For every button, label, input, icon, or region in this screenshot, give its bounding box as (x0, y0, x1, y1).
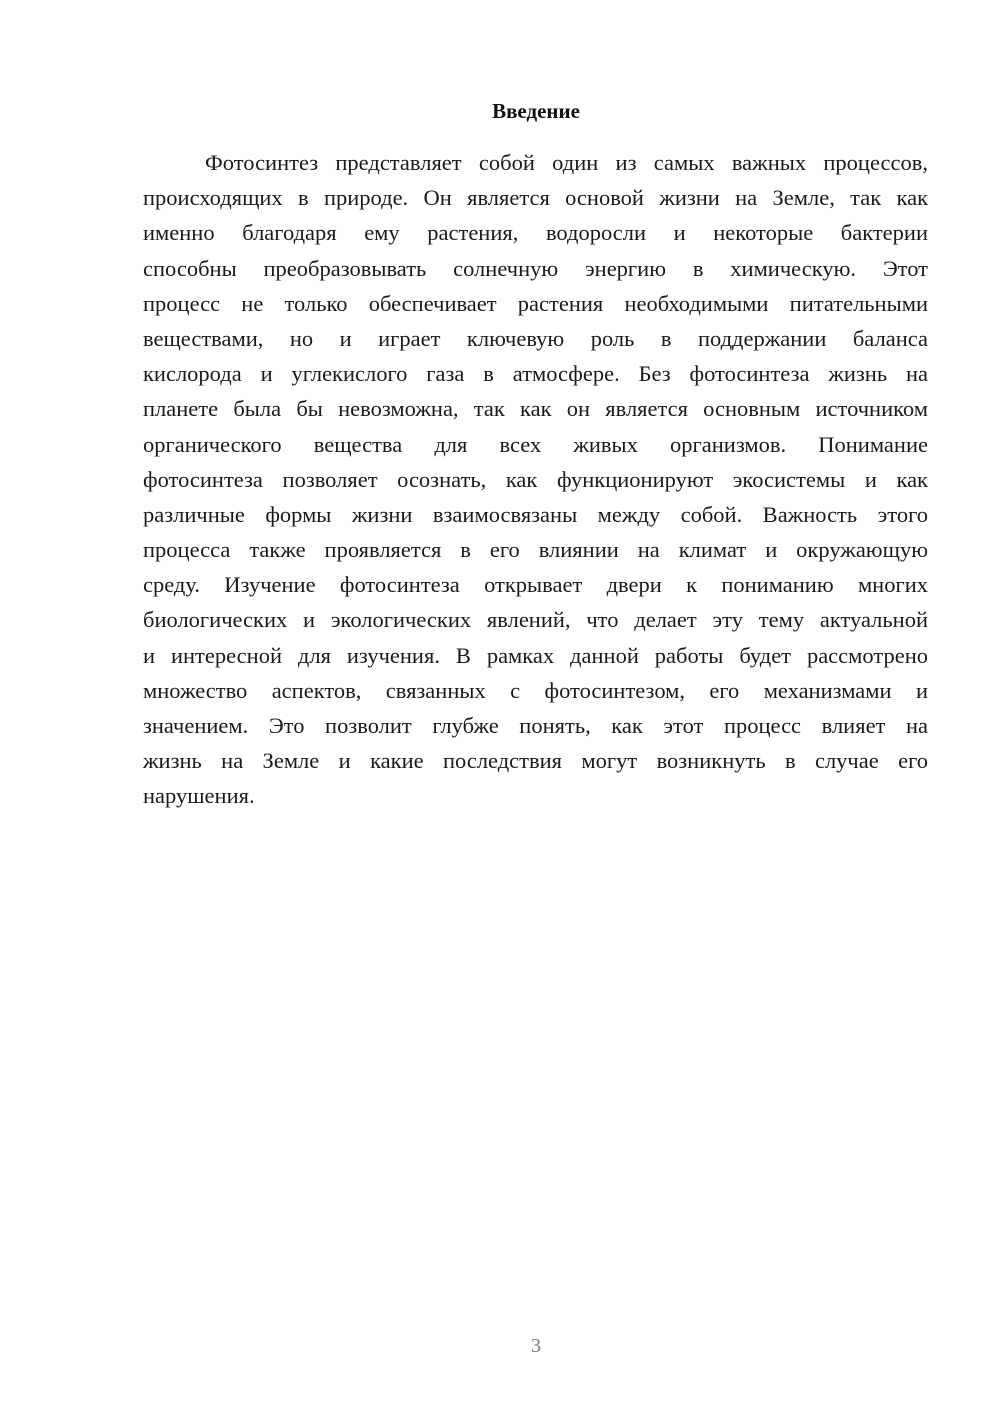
paragraph-line: различные формы жизни взаимосвязаны между собой. Важность этого (143, 501, 928, 527)
paragraph-line: планете была бы невозможна, так как он является основным источником (143, 396, 928, 422)
paragraph-line: органического вещества для всех живых организмов. Понимание (143, 431, 928, 457)
paragraph-line: значением. Это позволит глубже понять, как этот процесс влияет на (143, 713, 928, 738)
section-heading: Введение (492, 99, 580, 123)
paragraph-line: процесс не только обеспечивает растения необходимыми питательными (143, 290, 928, 316)
paragraph-line: веществами, но и играет ключевую роль в поддержании баланса (143, 325, 928, 351)
intro-paragraph (143, 145, 928, 814)
paragraph-line: и интересной для изучения. В рамках данной работы будет рассмотрено (143, 642, 928, 668)
paragraph-line: среду. Изучение фотосинтеза открывает двери к пониманию многих (143, 572, 928, 598)
paragraph-line: способны преобразовывать солнечную энергию в химическую. Этот (143, 255, 928, 281)
paragraph-line: Фотосинтез представляет собой один из самых важных процессов, (205, 150, 928, 175)
paragraph-line: именно благодаря ему растения, водоросли и некоторые бактерии (143, 220, 928, 246)
paragraph-line: множество аспектов, связанных с фотосинтезом, его механизмами и (143, 677, 928, 703)
paragraph-line: биологических и экологических явлений, что делает эту тему актуальной (143, 607, 928, 633)
paragraph-line: процесса также проявляется в его влиянии на климат и окружающую (143, 537, 928, 563)
paragraph-line: фотосинтеза позволяет осознать, как функционируют экосистемы и как (143, 466, 928, 492)
paragraph-line: происходящих в природе. Он является основой жизни на Земле, так как (143, 185, 928, 211)
paragraph-line: жизнь на Земле и какие последствия могут возникнуть в случае его (143, 748, 928, 774)
paragraph-line: нарушения. (143, 783, 255, 809)
page-number: 3 (531, 1335, 541, 1357)
paragraph-line: кислорода и углекислого газа в атмосфере. Без фотосинтеза жизнь на (143, 361, 928, 387)
